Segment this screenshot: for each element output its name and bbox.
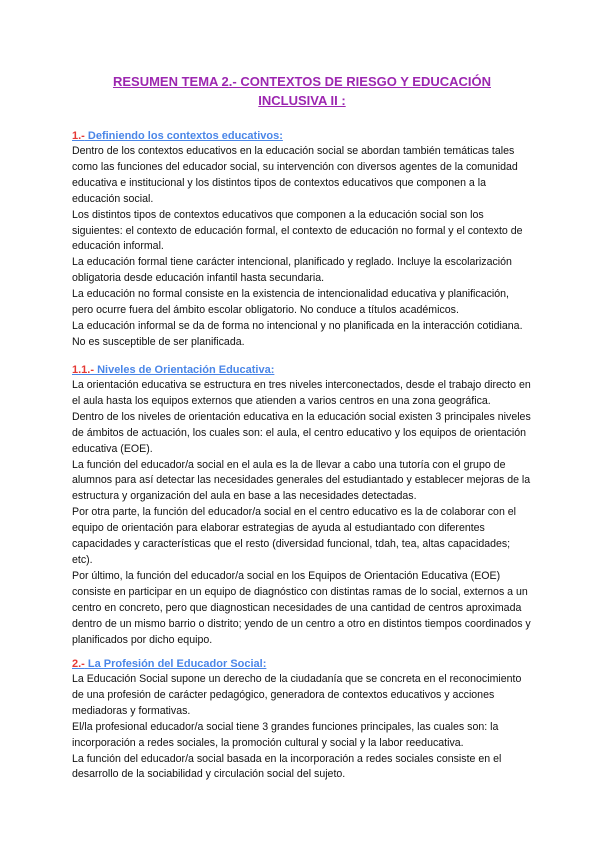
section-contextos-educativos — [72, 128, 532, 351]
section-title: Niveles de Orientación Educativa: — [94, 364, 275, 376]
section-heading — [72, 128, 532, 144]
title-line-2: INCLUSIVA II : — [258, 93, 346, 108]
paragraph: Por otra parte, la función del educador/a social en el centro educativo es la de colaborar con el equipo de orientación para elaborar estrategias de ayuda al estudiantado con diferentes capacidades y características que el resto (diversidad funcional, tdah, tea, altas capacidades; etc). — [72, 506, 517, 566]
paragraph: Por último, la función del educador/a social en los Equipos de Orientación Educativa (EOE) consiste en participar en un equipo de diagnóstico con distintas ramas de lo social, externos a un centro en concreto, pero que diagnostican necesidades de una cantidad de centros aproximada dentro de un mismo barrio o distrito; yendo de un centro a otro en distintos tiempos coordinados y planificados por dicho equipo. — [72, 569, 531, 646]
paragraph: La función del educador/a social en el aula es la de llevar a cabo una tutoría con el grupo de alumnos para así detectar las necesidades generales del estudiantado y establecer mejoras de la estructura y organización del aula en base a las necesidades detectadas. — [72, 458, 531, 503]
section-number: 1.- — [72, 130, 85, 142]
section-niveles-orientacion — [72, 362, 532, 648]
title-line-1: RESUMEN TEMA 2.- CONTEXTOS DE RIESGO Y EDUCACIÓN — [112, 74, 491, 89]
paragraph: Dentro de los contextos educativos en la educación social se abordan también temáticas tales como las funciones del educador social, su intervención con diversos agentes de la comunidad educativa e institucional y los distintos tipos de contextos educativos que componen a la educación social. — [72, 145, 518, 205]
paragraph: Los distintos tipos de contextos educativos que componen a la educación social son los siguientes: el contexto de educación formal, el contexto de educación no formal y el contexto de educación informal. — [72, 208, 523, 253]
paragraph: El/la profesional educador/a social tiene 3 grandes funciones principales, las cuales son: la incorporación a redes sociales, la promoción cultural y social y la labor reeducativa. — [72, 720, 499, 749]
paragraph: La educación formal tiene carácter intencional, planificado y reglado. Incluye la escolarización obligatoria desde educación infantil hasta secundaria. — [72, 256, 512, 285]
paragraph: La Educación Social supone un derecho de la ciudadanía que se concreta en el reconocimiento de una profesión de carácter pedagógico, generadora de contextos educativos y acciones mediadoras y formativas. — [72, 673, 522, 717]
section-heading — [72, 656, 532, 672]
section-title: Definiendo los contextos educativos: — [84, 130, 283, 142]
paragraph: La educación informal se da de forma no intencional y no planificada en la interacción cotidiana. No es susceptible de ser planificada. — [72, 319, 523, 348]
section-number: 2.- — [72, 658, 85, 670]
section-heading — [72, 362, 532, 378]
paragraph: La función del educador/a social basada en la incorporación a redes sociales consiste en el desarrollo de la sociabilidad y circulación social del sujeto. — [72, 752, 502, 781]
paragraph: La educación no formal consiste en la existencia de intencionalidad educativa y planificación, pero ocurre fuera del ámbito escolar obligatorio. No conduce a títulos académicos. — [72, 288, 509, 317]
section-profesion-educador — [72, 656, 532, 783]
paragraph: Dentro de los niveles de orientación educativa en la educación social existen 3 principales niveles de ámbitos de actuación, los cuales son: el aula, el centro educativo y los equipos de orientación educativa (EOE). — [72, 410, 531, 455]
section-number: 1.1.- — [72, 364, 95, 376]
paragraph: La orientación educativa se estructura en tres niveles interconectados, desde el trabajo directo en el aula hasta los equipos externos que atienden a varios centros en una zona geográfica. — [72, 379, 531, 407]
document-title — [70, 72, 534, 110]
section-title: La Profesión del Educador Social: — [84, 658, 267, 670]
